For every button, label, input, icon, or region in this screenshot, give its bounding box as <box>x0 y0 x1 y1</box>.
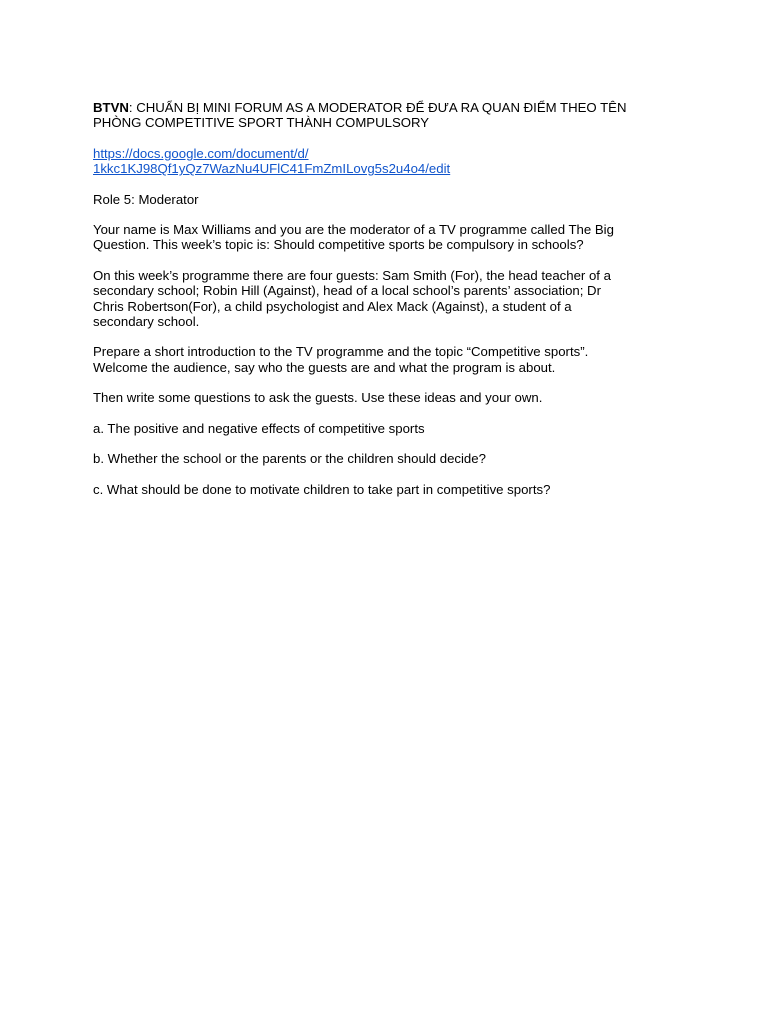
document-link-block <box>93 146 693 177</box>
assignment-title-line-2: PHÒNG COMPETITIVE SPORT THÀNH COMPULSORY <box>93 115 430 131</box>
prepare-paragraph <box>93 344 693 375</box>
guests-paragraph <box>93 268 693 330</box>
guests-line: Chris Robertson(For), a child psychologist and Alex Mack (Against), a student of a <box>93 298 572 314</box>
idea-item-b: b. Whether the school or the parents or the children should decide? <box>93 451 486 467</box>
guests-line: secondary school. <box>93 314 200 330</box>
assignment-title-text: : CHUẨN BỊ MINI FORUM AS A MODERATOR ĐỂ ĐƯA RA QUAN ĐIỂM THEO TÊN <box>128 100 627 115</box>
questions-paragraph: Then write some questions to ask the guests. Use these ideas and your own. <box>93 390 543 406</box>
google-doc-link-line-1: https://docs.google.com/document/d/ <box>93 145 309 161</box>
google-doc-link[interactable] <box>93 146 693 177</box>
role-heading: Role 5: Moderator <box>93 191 199 207</box>
guests-line: On this week’s programme there are four guests: Sam Smith (For), the head teacher of a <box>93 267 611 283</box>
document-page <box>93 100 693 512</box>
intro-line: Your name is Max Williams and you are the moderator of a TV programme called The Big <box>93 222 614 238</box>
guests-line: secondary school; Robin Hill (Against), head of a local school’s parents’ association; Dr <box>93 283 601 299</box>
idea-item-c: c. What should be done to motivate children to take part in competitive sports? <box>93 481 551 497</box>
google-doc-link-line-2: 1kkc1KJ98Qf1yQz7WazNu4UFlC41FmZmILovg5s2u4o4/edit <box>93 161 451 177</box>
prepare-line: Welcome the audience, say who the guests are and what the program is about. <box>93 359 556 375</box>
prepare-line: Prepare a short introduction to the TV programme and the topic “Competitive sports”. <box>93 344 589 360</box>
assignment-title-line-1 <box>93 100 693 115</box>
btvn-label: BTVN <box>93 100 129 115</box>
assignment-title <box>93 100 693 131</box>
intro-line: Question. This week’s topic is: Should competitive sports be compulsory in schools? <box>93 237 584 253</box>
idea-item-a: a. The positive and negative effects of competitive sports <box>93 420 425 436</box>
intro-paragraph <box>93 222 693 253</box>
